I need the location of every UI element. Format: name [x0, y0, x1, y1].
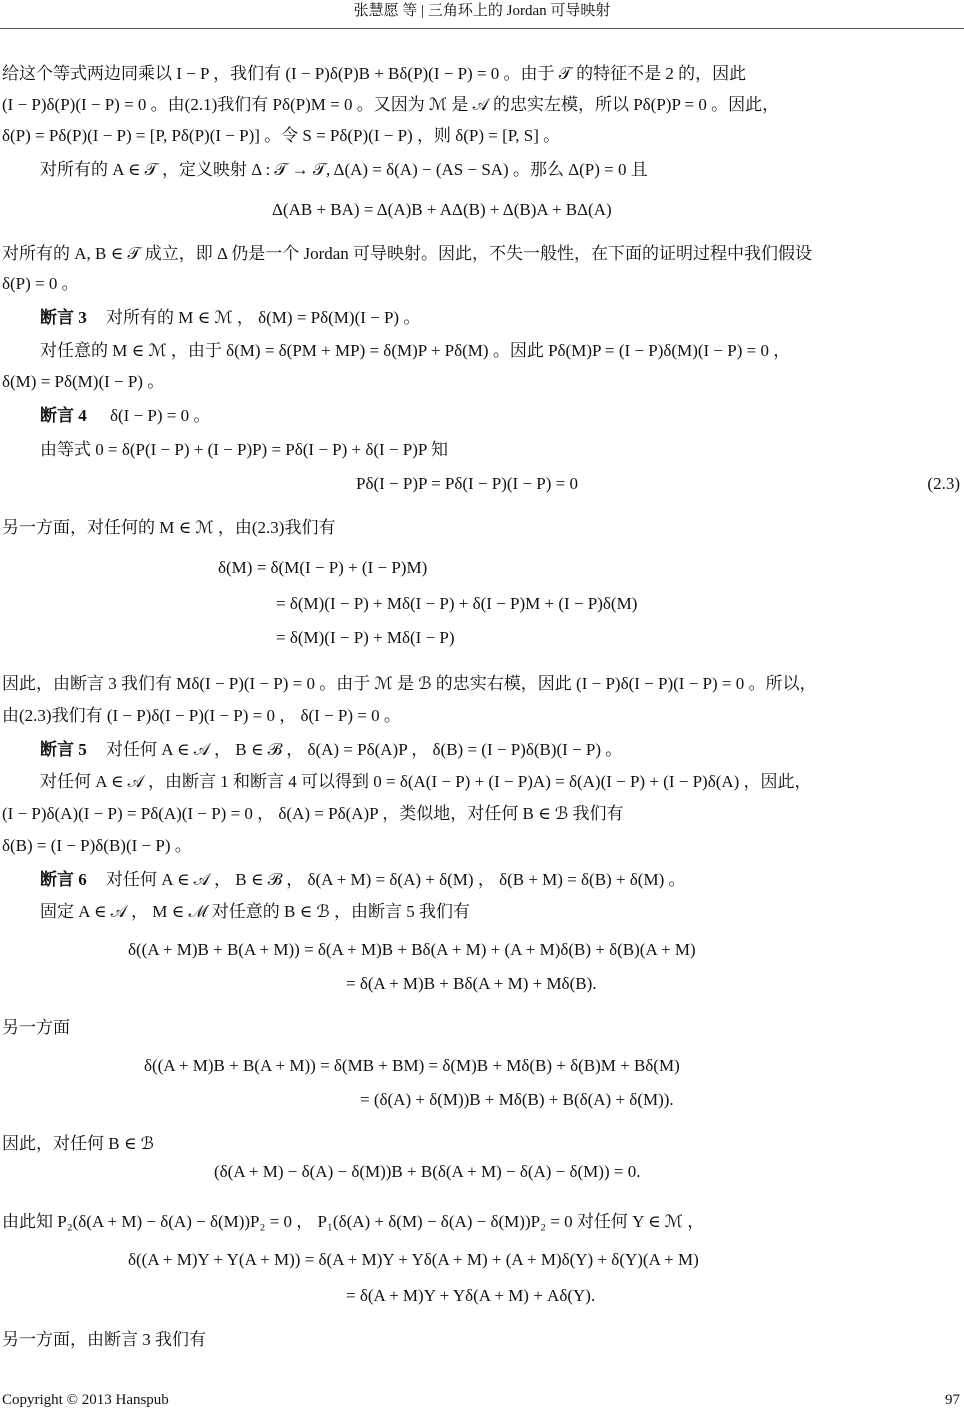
equation-number: (2.3): [927, 474, 960, 493]
text-line: (δ(A + M) − δ(A) − δ(M))B + B(δ(A + M) − δ(A) − δ(M)) = 0.: [214, 1162, 641, 1181]
text-line: δ((A + M)B + B(A + M)) = δ(MB + BM) = δ(M)B + Mδ(B) + δ(B)M + Bδ(M): [144, 1056, 680, 1075]
text-line: δ(M) = δ(M(I − P) + (I − P)M): [218, 558, 428, 577]
text-line: = δ(M)(I − P) + Mδ(I − P) + δ(I − P)M + (I − P)δ(M): [276, 594, 638, 613]
text-line: 另一方面，对任何的 M ∈ ℳ ，由(2.3)我们有: [2, 518, 336, 537]
text-line: = δ(A + M)Y + Yδ(A + M) + Aδ(Y).: [346, 1286, 596, 1305]
text-line: 对所有的 A, B ∈ 𝒯 成立，即 Δ 仍是一个 Jordan 可导映射。因此，不失一般性，在下面的证明过程中我们假设: [2, 244, 813, 263]
text-line: δ(I − P) = 0 。: [110, 406, 211, 425]
text-line: 对任何 A ∈ 𝒜 ， B ∈ ℬ ， δ(A + M) = δ(A) + δ(M) ， δ(B + M) = δ(B) + δ(M) 。: [106, 870, 686, 889]
text-line: = δ(A + M)B + Bδ(A + M) + Mδ(B).: [346, 974, 597, 993]
text-line: 由等式 0 = δ(P(I − P) + (I − P)P) = Pδ(I − P) + δ(I − P)P 知: [40, 440, 448, 459]
text-line: 对所有的 M ∈ ℳ ， δ(M) = Pδ(M)(I − P) 。: [106, 308, 421, 327]
assertion-label: 断言 4: [40, 406, 87, 425]
text-line: (I − P)δ(P)(I − P) = 0 。由(2.1)我们有 Pδ(P)M = 0 。又因为 ℳ 是 𝒜 的忠实左模，所以 Pδ(P)P = 0 。因此，: [2, 95, 780, 114]
text-line: 另一方面，由断言 3 我们有: [2, 1330, 206, 1349]
text-line: = δ(M)(I − P) + Mδ(I − P): [276, 628, 455, 647]
text-line: 对任何 A ∈ 𝒜 ，由断言 1 和断言 4 可以得到 0 = δ(A(I − P) + (I − P)A) = δ(A)(I − P) + (I − P)δ(A) ，因此，: [40, 772, 812, 791]
assertion-label: 断言 6: [40, 870, 87, 889]
text-line: 由(2.3)我们有 (I − P)δ(I − P)(I − P) = 0 ， δ(I − P) = 0 。: [2, 706, 401, 725]
text-line: 固定 A ∈ 𝒜 ， M ∈ ℳ 对任意的 B ∈ ℬ ，由断言 5 我们有: [40, 902, 471, 921]
footer-copyright: Copyright © 2013 Hanspub: [2, 1392, 169, 1408]
assertion-label: 断言 3: [40, 308, 87, 327]
text-line: 对任意的 M ∈ ℳ ，由于 δ(M) = δ(PM + MP) = δ(M)P + Pδ(M) 。因此 Pδ(M)P = (I − P)δ(M)(I − P) = 0 ，: [40, 341, 791, 360]
text-line: Δ(AB + BA) = Δ(A)B + AΔ(B) + Δ(B)A + BΔ(A): [272, 200, 612, 219]
text-line: (I − P)δ(A)(I − P) = Pδ(A)(I − P) = 0 ， δ(A) = Pδ(A)P ，类似地，对任何 B ∈ ℬ 我们有: [2, 804, 624, 823]
text-line: 给这个等式两边同乘以 I − P ，我们有 (I − P)δ(P)B + Bδ(P)(I − P) = 0 。由于 𝒯 的特征不是 2 的，因此: [2, 64, 747, 83]
footer-page-number: 97: [945, 1392, 960, 1408]
text-line: = (δ(A) + δ(M))B + Mδ(B) + B(δ(A) + δ(M)).: [360, 1090, 674, 1109]
text-line: δ(P) = Pδ(P)(I − P) = [P, Pδ(P)(I − P)] 。令 S = Pδ(P)(I − P) ，则 δ(P) = [P, S] 。: [2, 126, 561, 145]
text-line: δ((A + M)Y + Y(A + M)) = δ(A + M)Y + Yδ(A + M) + (A + M)δ(Y) + δ(Y)(A + M): [128, 1250, 699, 1269]
text-line: 因此，由断言 3 我们有 Mδ(I − P)(I − P) = 0 。由于 ℳ 是 ℬ 的忠实右模，因此 (I − P)δ(I − P)(I − P) = 0 。所以，: [2, 674, 817, 693]
text-line: δ((A + M)B + B(A + M)) = δ(A + M)B + Bδ(A + M) + (A + M)δ(B) + δ(B)(A + M): [128, 940, 696, 959]
text-line: 由此知 P₂(δ(A + M) − δ(A) − δ(M))P₂ = 0 ， P₁(δ(A) + δ(M) − δ(A) − δ(M))P₂ = 0 对任何 Y ∈ ℳ ，: [2, 1212, 705, 1231]
text-line: Pδ(I − P)P = Pδ(I − P)(I − P) = 0: [356, 474, 579, 493]
text-line: 对任何 A ∈ 𝒜 ， B ∈ ℬ ， δ(A) = Pδ(A)P ， δ(B) = (I − P)δ(B)(I − P) 。: [106, 740, 623, 759]
header-divider: [0, 28, 964, 29]
assertion-label: 断言 5: [40, 740, 87, 759]
running-header: 张慧愿 等 | 三角环上的 Jordan 可导映射: [353, 3, 611, 19]
text-line: 对所有的 A ∈ 𝒯 ，定义映射 Δ : 𝒯 → 𝒯, Δ(A) = δ(A) − (AS − SA) 。那么 Δ(P) = 0 且: [40, 160, 648, 179]
text-line: δ(M) = Pδ(M)(I − P) 。: [2, 372, 165, 391]
text-line: δ(B) = (I − P)δ(B)(I − P) 。: [2, 836, 192, 855]
text-line: 另一方面: [2, 1018, 70, 1037]
text-line: δ(P) = 0 。: [2, 274, 79, 293]
text-line: 因此，对任何 B ∈ ℬ: [2, 1134, 155, 1153]
